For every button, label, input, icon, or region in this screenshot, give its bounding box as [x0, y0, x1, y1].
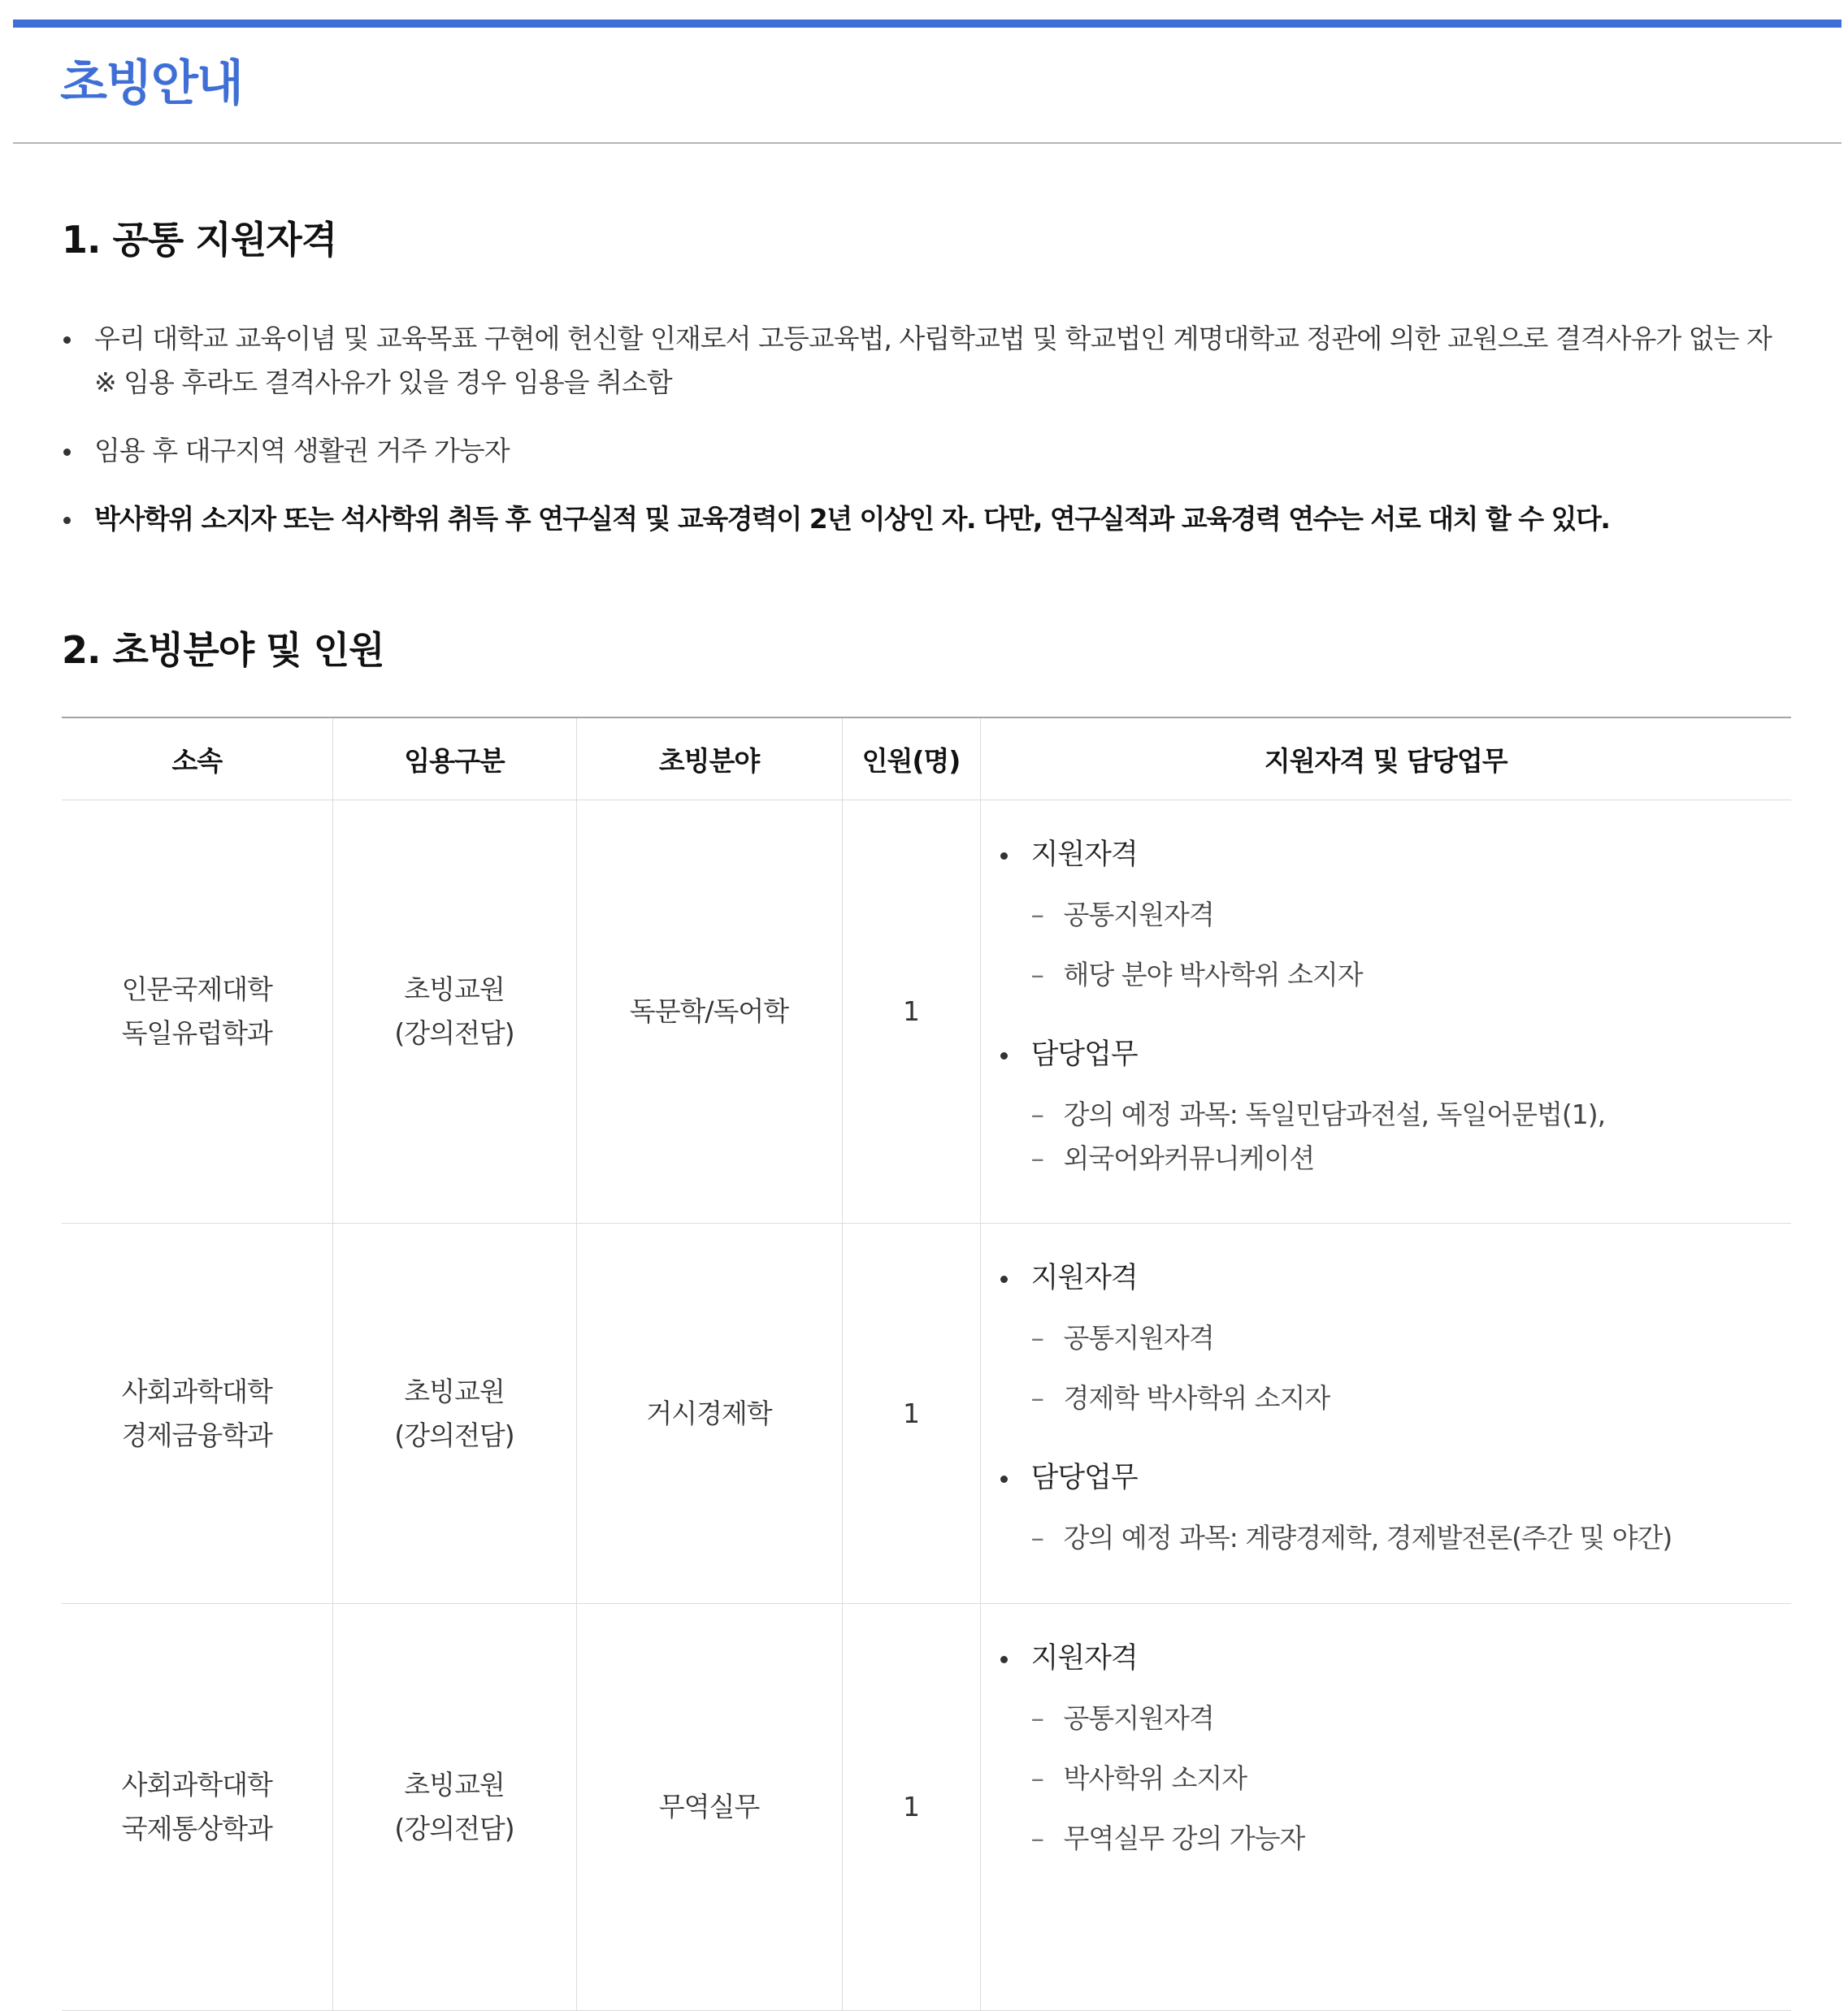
qualification-text: 임용 후 대구지역 생활권 거주 가능자	[94, 435, 510, 466]
details-cell	[980, 1604, 1791, 2011]
affiliation-cell	[62, 1604, 332, 2011]
qualification-detail: – 공통지원자격	[996, 893, 1792, 937]
qualification-item	[60, 317, 1791, 408]
appointment-type-cell	[332, 800, 576, 1224]
table-row	[62, 1224, 1791, 1604]
title-divider	[13, 142, 1841, 144]
qualification-item	[60, 429, 1791, 473]
qualification-detail: – 무역실무 강의 가능자	[996, 1817, 1792, 1861]
appointment-type-cell	[332, 1224, 576, 1604]
duty-detail: – 강의 예정 과목: 계량경제학, 경제발전론(주간 및 야간)	[996, 1516, 1792, 1560]
department-name: 국제통상학과	[121, 1813, 272, 1844]
duty-detail: – 강의 예정 과목: 독일민담과전설, 독일어문법(1),	[996, 1093, 1792, 1137]
table-row	[62, 800, 1791, 1224]
qualification-text: 우리 대학교 교육이념 및 교육목표 구현에 헌신할 인재로서 고등교육법, 사립학교법 및 학교법인 계명대학교 정관에 의한 교원으로 결격사유가 없는 자	[94, 323, 1772, 354]
college-name: 인문국제대학	[121, 973, 272, 1005]
column-header-field: 초빙분야	[576, 717, 842, 800]
qualification-text: 박사학위 소지자 또는 석사학위 취득 후 연구실적 및 교육경력이 2년 이상인 자. 다만, 연구실적과 교육경력 연수는 서로 대치 할 수 있다.	[94, 503, 1610, 535]
qualification-detail: – 경제학 박사학위 소지자	[996, 1376, 1792, 1420]
column-header-affiliation: 소속	[62, 717, 332, 800]
field-cell: 독문학/독어학	[576, 800, 842, 1224]
appointment-subtype: (강의전담)	[394, 1813, 514, 1844]
duty-detail-continued: – 외국어와커뮤니케이션	[996, 1137, 1792, 1181]
duty-heading: 담당업무	[996, 1456, 1792, 1500]
department-name: 독일유럽학과	[121, 1017, 272, 1049]
section-heading-common-qualifications: 1. 공통 지원자격	[62, 218, 337, 262]
column-header-appointment-type: 임용구분	[332, 717, 576, 800]
count-cell: 1	[842, 1224, 980, 1604]
appointment-type-cell	[332, 1604, 576, 2011]
department-name: 경제금융학과	[121, 1419, 272, 1451]
qualification-heading: 지원자격	[996, 1256, 1792, 1300]
college-name: 사회과학대학	[121, 1375, 272, 1407]
qualification-detail: – 해당 분야 박사학위 소지자	[996, 953, 1792, 997]
qualification-detail: – 박사학위 소지자	[996, 1757, 1792, 1801]
recruitment-table	[62, 717, 1791, 2011]
affiliation-cell	[62, 1224, 332, 1604]
count-cell: 1	[842, 1604, 980, 2011]
field-cell: 거시경제학	[576, 1224, 842, 1604]
qualification-heading: 지원자격	[996, 1636, 1792, 1680]
column-header-count: 인원(명)	[842, 717, 980, 800]
top-accent-bar	[13, 20, 1841, 28]
page-title: 초빙안내	[60, 55, 242, 112]
qualification-detail: – 공통지원자격	[996, 1697, 1792, 1740]
column-header-details: 지원자격 및 담당업무	[980, 717, 1791, 800]
appointment-type: 초빙교원	[404, 973, 505, 1005]
appointment-subtype: (강의전담)	[394, 1017, 514, 1049]
details-cell	[980, 1224, 1791, 1604]
duty-heading: 담당업무	[996, 1033, 1792, 1077]
table-header-row	[62, 717, 1791, 800]
qualification-note: ※ 임용 후라도 결격사유가 있을 경우 임용을 취소함	[94, 366, 672, 398]
count-cell: 1	[842, 800, 980, 1224]
college-name: 사회과학대학	[121, 1769, 272, 1801]
details-cell	[980, 800, 1791, 1224]
appointment-subtype: (강의전담)	[394, 1419, 514, 1451]
affiliation-cell	[62, 800, 332, 1224]
qualification-item-bold	[60, 497, 1791, 541]
section-heading-fields-and-positions: 2. 초빙분야 및 인원	[62, 628, 384, 672]
appointment-type: 초빙교원	[404, 1375, 505, 1407]
qualification-detail: – 공통지원자격	[996, 1316, 1792, 1360]
appointment-type: 초빙교원	[404, 1769, 505, 1801]
field-cell: 무역실무	[576, 1604, 842, 2011]
qualification-heading: 지원자격	[996, 833, 1792, 877]
common-qualifications-list	[60, 317, 1791, 541]
table-row	[62, 1604, 1791, 2011]
